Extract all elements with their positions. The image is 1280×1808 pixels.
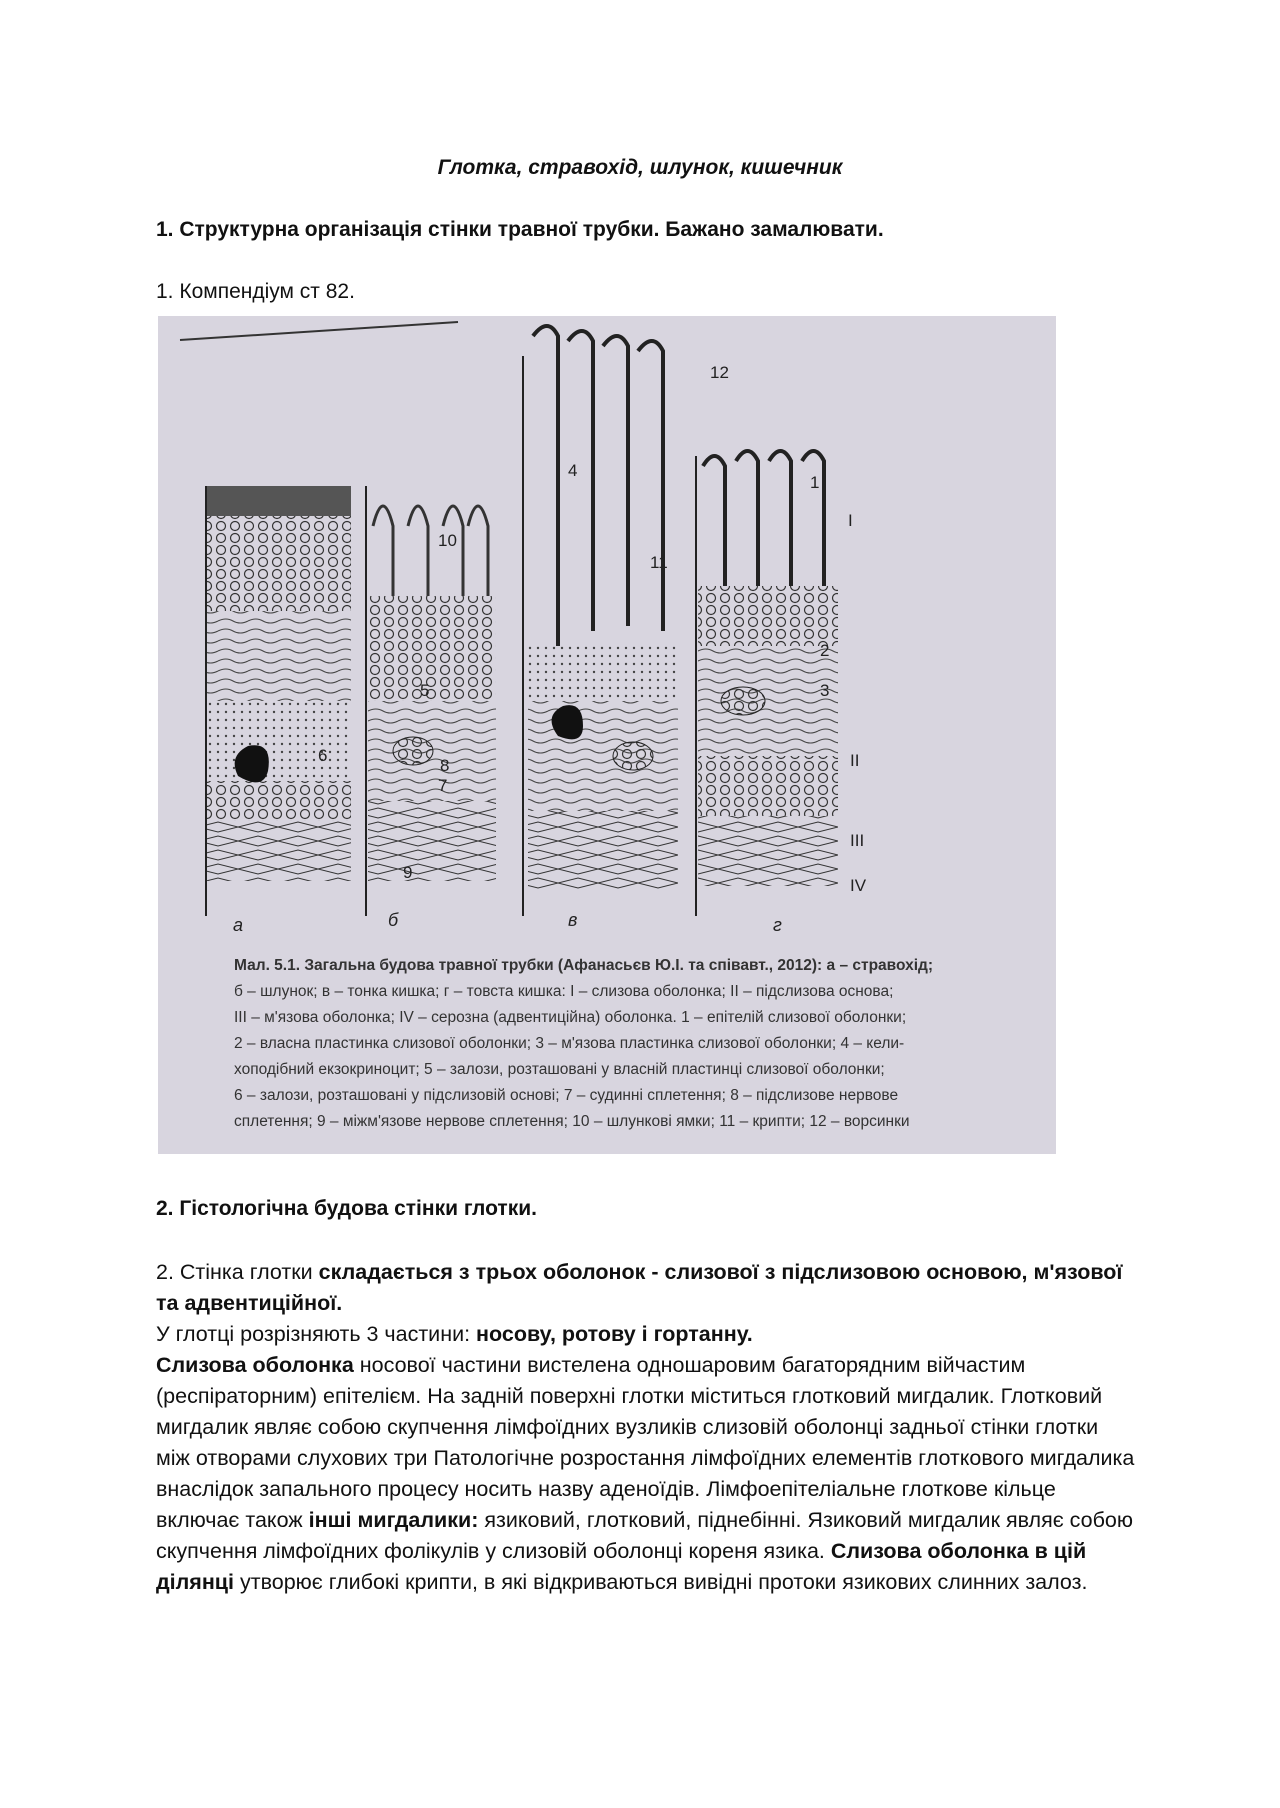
section-2-heading: 2. Гістологічна будова стінки глотки. bbox=[156, 1197, 537, 1220]
digestive-tube-illustration bbox=[158, 316, 1056, 1154]
caption-line-3: III – м'язова оболонка; IV – серозна (адвентиційна) оболонка. 1 – епітелій слизової оболонки; bbox=[234, 1009, 907, 1026]
section-1-heading: 1. Структурна організація стінки травної трубки. Бажано замалювати. bbox=[156, 218, 884, 241]
caption-line-6: 6 – залози, розташовані у підслизовій основі; 7 – судинні сплетення; 8 – підслизове нервове bbox=[234, 1087, 899, 1104]
panel-label-d: г bbox=[773, 915, 782, 935]
fig-number-2: 2 bbox=[820, 641, 830, 660]
caption-line-1: Мал. 5.1. Загальна будова травної трубки (Афанасьєв Ю.І. та співавт., 2012): а – стравохід; bbox=[234, 957, 934, 974]
fig-number-7: 7 bbox=[438, 776, 448, 795]
caption-line-5: хоподібний екзокриноцит; 5 – залози, розташовані у власній пластинці слизової оболонки; bbox=[234, 1061, 885, 1078]
paragraph-mucosa: Слизова оболонка носової частини вистелена одношаровим багаторядним війчастим (респіраторним) епітелієм. На задній поверхні глотки міститься глотковий мигдалик. Глотковий мигдалик являє собою скупчення лімфоїдних вузликів слизовій оболонці задньої стінки глотки між отворами слухових три Патологічне розростання лімфоїдних елементів глоткового мигдалика внаслідок запального процесу носить назву аденоїдів. Лімфоепітеліальне глоткове кільце включає також інші мигдалики: язиковий, глотковий, піднебінні. Язиковий мигдалик являє собою скупчення лімфоїдних фолікулів у слизовій оболонці кореня язика. Слизова оболонка в цій ділянці утворює глибокі крипти, в які відкриваються вивідні протоки язикових слинних залоз. bbox=[156, 1353, 1135, 1594]
fig-number-12: 12 bbox=[710, 363, 729, 382]
fig-number-1: 1 bbox=[810, 473, 820, 492]
caption-line-4: 2 – власна пластинка слизової оболонки; 3 – м'язова пластинка слизової оболонки; 4 – кели- bbox=[234, 1035, 905, 1052]
fig-number-5: 5 bbox=[420, 681, 430, 700]
fig-number-9: 9 bbox=[403, 863, 413, 882]
textbook-figure-photo bbox=[158, 316, 1056, 1154]
fig-roman-3: III bbox=[850, 831, 865, 850]
fig-number-3: 3 bbox=[820, 681, 830, 700]
fig-number-6: 6 bbox=[318, 746, 328, 765]
fig-roman-2: II bbox=[850, 751, 860, 770]
paragraph-parts: У глотці розрізняють 3 частини: носову, ротову і гортанну. bbox=[156, 1322, 753, 1346]
panel-label-c: в bbox=[568, 910, 578, 930]
caption-line-2: б – шлунок; в – тонка кишка; г – товста кишка: I – слизова оболонка; II – підслизова основа; bbox=[234, 983, 894, 1000]
fig-number-4: 4 bbox=[568, 461, 578, 480]
section-1-text: 1. Компендіум ст 82. bbox=[156, 280, 355, 303]
caption-line-7: сплетення; 9 – міжм'язове нервове сплетення; 10 – шлункові ямки; 11 – крипти; 12 – ворсинки bbox=[234, 1113, 910, 1130]
fig-roman-4: IV bbox=[850, 876, 867, 895]
page-title: Глотка, стравохід, шлунок, кишечник bbox=[437, 156, 843, 179]
fig-roman-1: I bbox=[848, 511, 853, 530]
paragraph-walls: 2. Стінка глотки складається з трьох оболонок - слизової з підслизовою основою, м'язової та адвентиційної. bbox=[156, 1260, 1123, 1315]
fig-number-11: 11 bbox=[650, 553, 668, 572]
fig-number-8: 8 bbox=[440, 756, 450, 775]
panel-label-b: б bbox=[388, 910, 399, 930]
panel-label-a: а bbox=[233, 915, 244, 935]
panel-a-esophagus bbox=[206, 486, 351, 916]
fig-number-10: 10 bbox=[438, 531, 457, 550]
section-2-body bbox=[156, 1257, 1136, 1598]
